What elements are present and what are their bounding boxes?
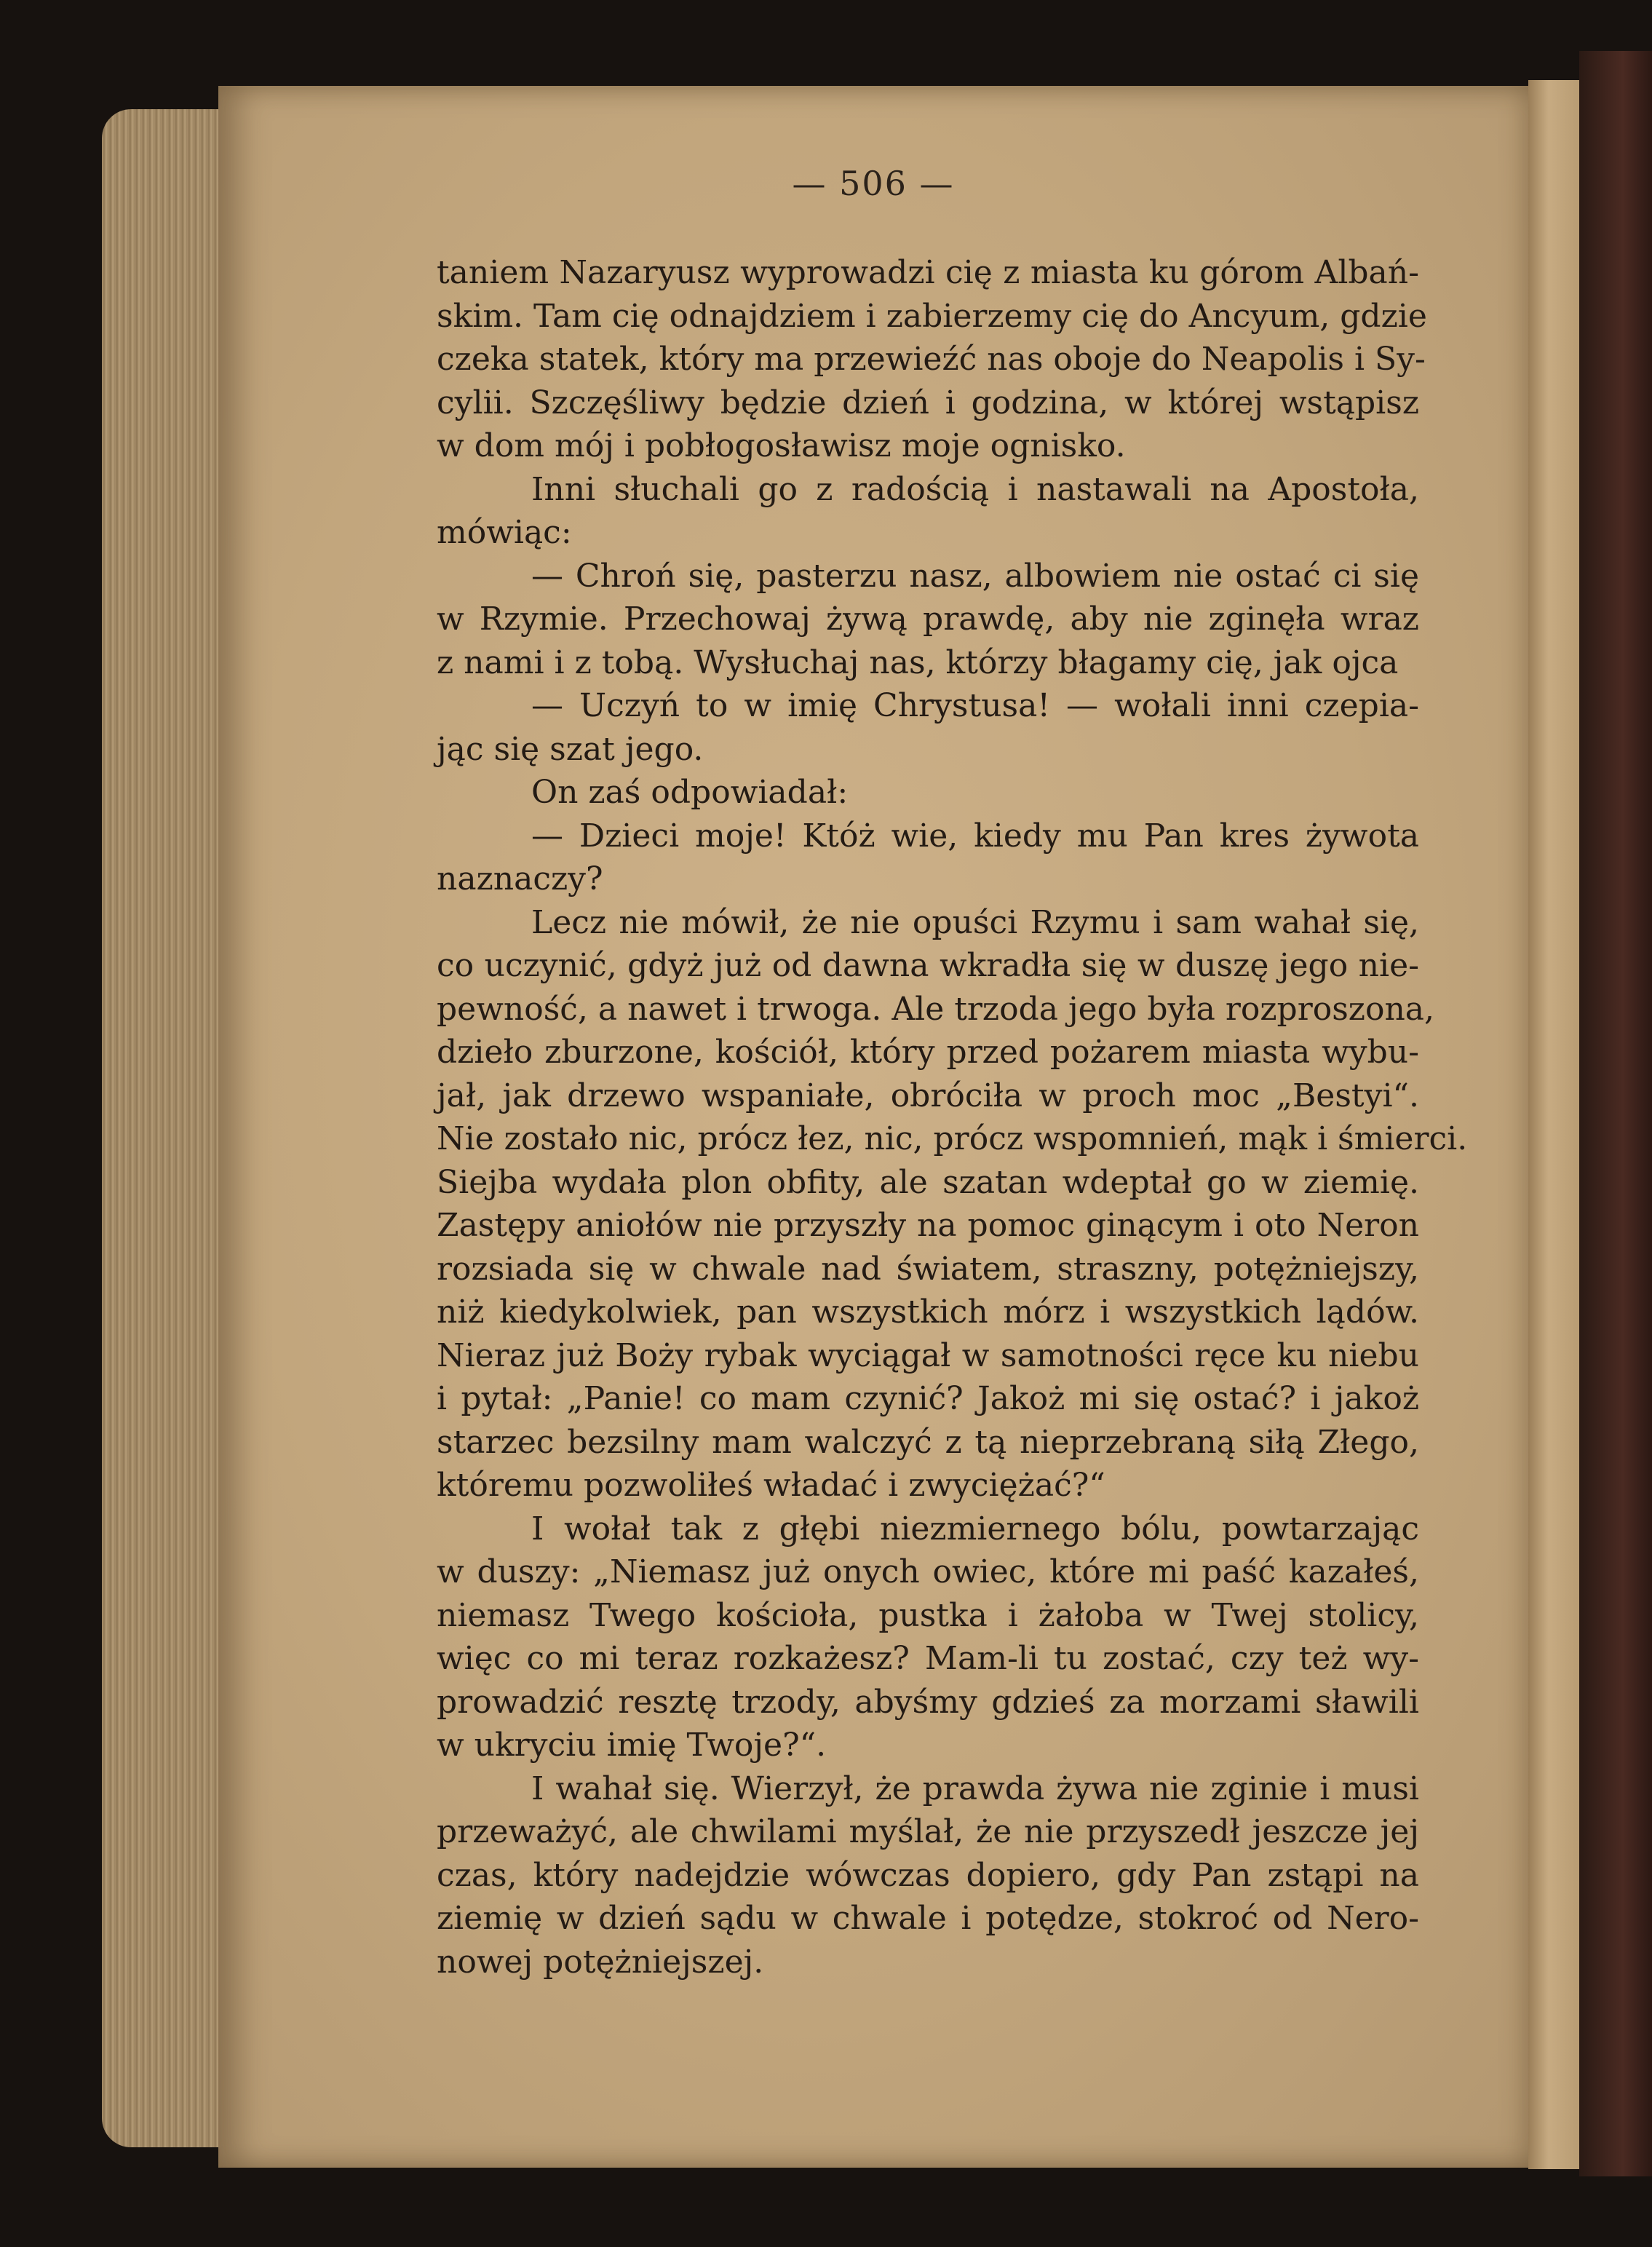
text-line: i pytał: „Panie! co mam czynić? Jakoż mi się ostać? i jakoż xyxy=(437,1380,1419,1417)
text-line: w duszy: „Niemasz już onych owiec, które mi paść kazałeś, xyxy=(437,1553,1419,1590)
text-line: niemasz Twego kościoła, pustka i żałoba w Twej stolicy, xyxy=(437,1596,1419,1634)
text-line: naznaczy? xyxy=(437,860,603,897)
text-line: Nieraz już Boży rybak wyciągał w samotności ręce ku niebu xyxy=(437,1336,1419,1374)
text-line: więc co mi teraz rozkażesz? Mam-li tu zostać, czy też wy- xyxy=(437,1640,1419,1677)
text-line: dzieło zburzone, kościół, który przed pożarem miasta wybu- xyxy=(437,1034,1419,1071)
text-line: Siejba wydała plon obfity, ale szatan wdeptał go w ziemię. xyxy=(437,1163,1419,1201)
text-line: Lecz nie mówił, że nie opuści Rzymu i sam wahał się, xyxy=(531,903,1419,941)
facing-page-edge xyxy=(1528,80,1579,2169)
text-line: z nami i z tobą. Wysłuchaj nas, którzy błagamy cię, jak ojca xyxy=(437,643,1399,681)
text-line: — Dzieci moje! Któż wie, kiedy mu Pan kres żywota xyxy=(531,817,1419,855)
text-line: I wahał się. Wierzył, że prawda żywa nie zginie i musi xyxy=(531,1770,1419,1807)
text-line: czas, który nadejdzie wówczas dopiero, gdy Pan zstąpi na xyxy=(437,1856,1419,1894)
text-line: Inni słuchali go z radością i nastawali na Apostoła, xyxy=(531,470,1419,508)
text-line: Zastępy aniołów nie przyszły na pomoc ginącym i oto Neron xyxy=(437,1207,1419,1244)
text-line: czeka statek, który ma przewieźć nas oboje do Neapolis i Sy- xyxy=(437,341,1426,378)
text-line: skim. Tam cię odnajdziem i zabierzemy cię do Ancyum, gdzie xyxy=(437,297,1427,335)
text-line: Nie zostało nic, prócz łez, nic, prócz wspomnień, mąk i śmierci. xyxy=(437,1120,1468,1157)
text-line: prowadzić resztę trzody, abyśmy gdzieś za morzami sławili xyxy=(437,1683,1419,1721)
text-line: niż kiedykolwiek, pan wszystkich mórz i wszystkich lądów. xyxy=(437,1293,1419,1331)
text-line: — Chroń się, pasterzu nasz, albowiem nie ostać ci się xyxy=(531,557,1419,595)
text-line: pewność, a nawet i trwoga. Ale trzoda jego była rozproszona, xyxy=(437,990,1435,1028)
text-line: rozsiada się w chwale nad światem, straszny, potężniejszy, xyxy=(437,1250,1419,1288)
page-number: — 506 — xyxy=(792,164,955,203)
text-line: taniem Nazaryusz wyprowadzi cię z miasta ku górom Albań- xyxy=(437,254,1419,291)
text-line: starzec bezsilny mam walczyć z tą nieprzebraną siłą Złego, xyxy=(437,1423,1419,1461)
text-line: jąc się szat jego. xyxy=(437,730,704,768)
text-line: co uczynić, gdyż już od dawna wkradła się w duszę jego nie- xyxy=(437,947,1419,984)
text-line: ziemię w dzień sądu w chwale i potędze, stokroć od Nero- xyxy=(437,1900,1419,1937)
text-line: cylii. Szczęśliwy będzie dzień i godzina, w której wstąpisz xyxy=(437,384,1419,421)
text-line: nowej potężniejszej. xyxy=(437,1943,764,1981)
book-cover-edge xyxy=(1579,51,1652,2176)
text-line: mówiąc: xyxy=(437,514,572,551)
text-line: — Uczyń to w imię Chrystusa! — wołali inni czepia- xyxy=(531,687,1419,724)
text-line: jał, jak drzewo wspaniałe, obróciła w proch moc „Bestyi“. xyxy=(437,1077,1419,1114)
text-line: I wołał tak z głębi niezmiernego bólu, powtarzając xyxy=(531,1510,1419,1547)
text-line: w ukryciu imię Twoje?“. xyxy=(437,1727,827,1764)
body-text xyxy=(437,251,1468,1984)
text-line: przeważyć, ale chwilami myślał, że nie przyszedł jeszcze jej xyxy=(437,1813,1419,1850)
text-line: w Rzymie. Przechowaj żywą prawdę, aby nie zginęła wraz xyxy=(437,601,1419,638)
text-line: On zaś odpowiadał: xyxy=(531,774,849,811)
text-line: w dom mój i pobłogosławisz moje ognisko. xyxy=(437,427,1126,464)
text-line: któremu pozwoliłeś władać i zwyciężać?“ xyxy=(437,1467,1105,1504)
